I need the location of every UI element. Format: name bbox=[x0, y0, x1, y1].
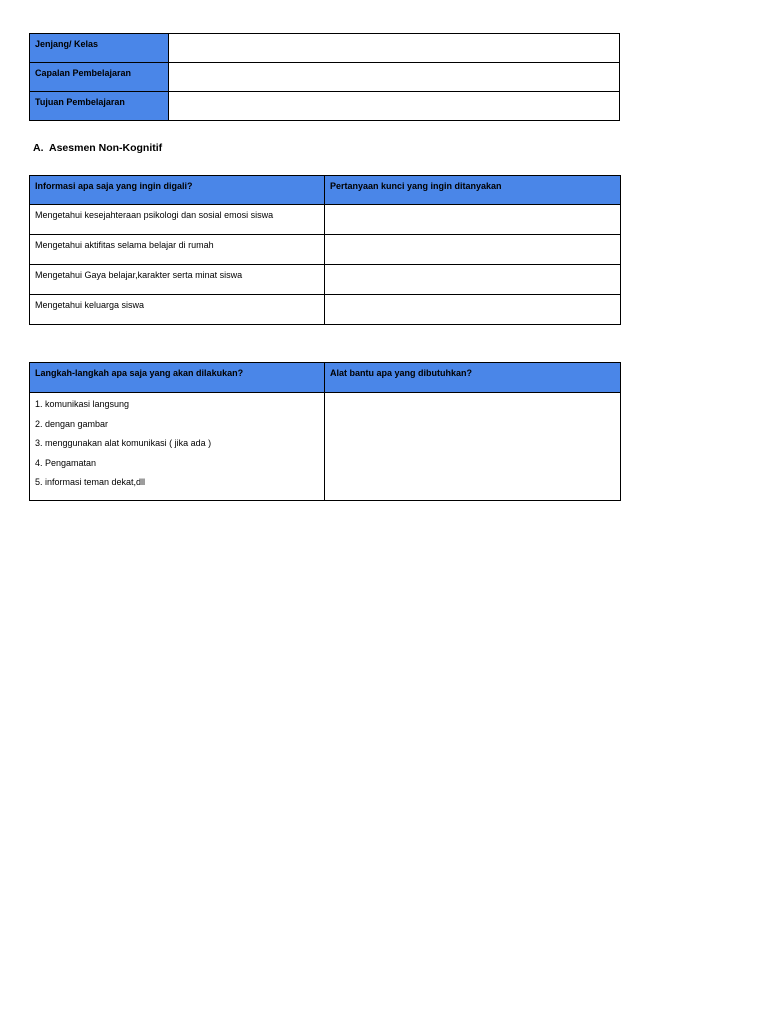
assessment-table bbox=[29, 175, 621, 325]
list-item: 4. Pengamatan bbox=[35, 457, 97, 468]
steps-tools-table bbox=[29, 362, 621, 501]
meta-value-learning-outcome bbox=[169, 63, 620, 92]
steps-body-row bbox=[30, 393, 621, 501]
section-title: Asesmen Non-Kognitif bbox=[49, 142, 163, 154]
tools-cell bbox=[325, 393, 621, 501]
question-cell bbox=[325, 205, 621, 235]
info-cell: Mengetahui kesejahteraan psikologi dan sosial emosi siswa bbox=[30, 205, 325, 235]
meta-row-learning-objective bbox=[30, 92, 620, 121]
list-item: 3. menggunakan alat komunikasi ( jika ada ) bbox=[35, 438, 212, 448]
header-tools: Alat bantu apa yang dibutuhkan? bbox=[325, 363, 621, 393]
question-cell bbox=[325, 235, 621, 265]
header-steps: Langkah-langkah apa saja yang akan dilakukan? bbox=[30, 363, 325, 393]
meta-label-learning-outcome: Capalan Pembelajaran bbox=[30, 63, 169, 92]
list-item: 2. dengan gambar bbox=[35, 418, 109, 429]
table-header-row bbox=[30, 363, 621, 393]
table-row bbox=[30, 235, 621, 265]
meta-value-learning-objective bbox=[169, 92, 620, 121]
meta-value-level bbox=[169, 34, 620, 63]
question-cell bbox=[325, 265, 621, 295]
question-cell bbox=[325, 295, 621, 325]
meta-info-table bbox=[29, 33, 620, 121]
section-number: A. bbox=[33, 142, 44, 154]
meta-label-learning-objective: Tujuan Pembelajaran bbox=[30, 92, 169, 121]
list-item: 5. informasi teman dekat,dll bbox=[35, 477, 146, 487]
header-key-questions: Pertanyaan kunci yang ingin ditanyakan bbox=[325, 176, 621, 205]
meta-label-level: Jenjang/ Kelas bbox=[30, 34, 169, 63]
table-row bbox=[30, 205, 621, 235]
section-heading-non-cognitive bbox=[33, 142, 162, 154]
header-info-to-explore: Informasi apa saja yang ingin digali? bbox=[30, 176, 325, 205]
list-item: 1. komunikasi langsung bbox=[35, 399, 130, 409]
meta-row-learning-outcome bbox=[30, 63, 620, 92]
info-cell: Mengetahui Gaya belajar,karakter serta minat siswa bbox=[30, 265, 325, 295]
steps-cell bbox=[30, 393, 325, 501]
info-cell: Mengetahui keluarga siswa bbox=[30, 295, 325, 325]
info-cell: Mengetahui aktifitas selama belajar di rumah bbox=[30, 235, 325, 265]
table-row bbox=[30, 295, 621, 325]
meta-row-level bbox=[30, 34, 620, 63]
table-header-row bbox=[30, 176, 621, 205]
table-row bbox=[30, 265, 621, 295]
